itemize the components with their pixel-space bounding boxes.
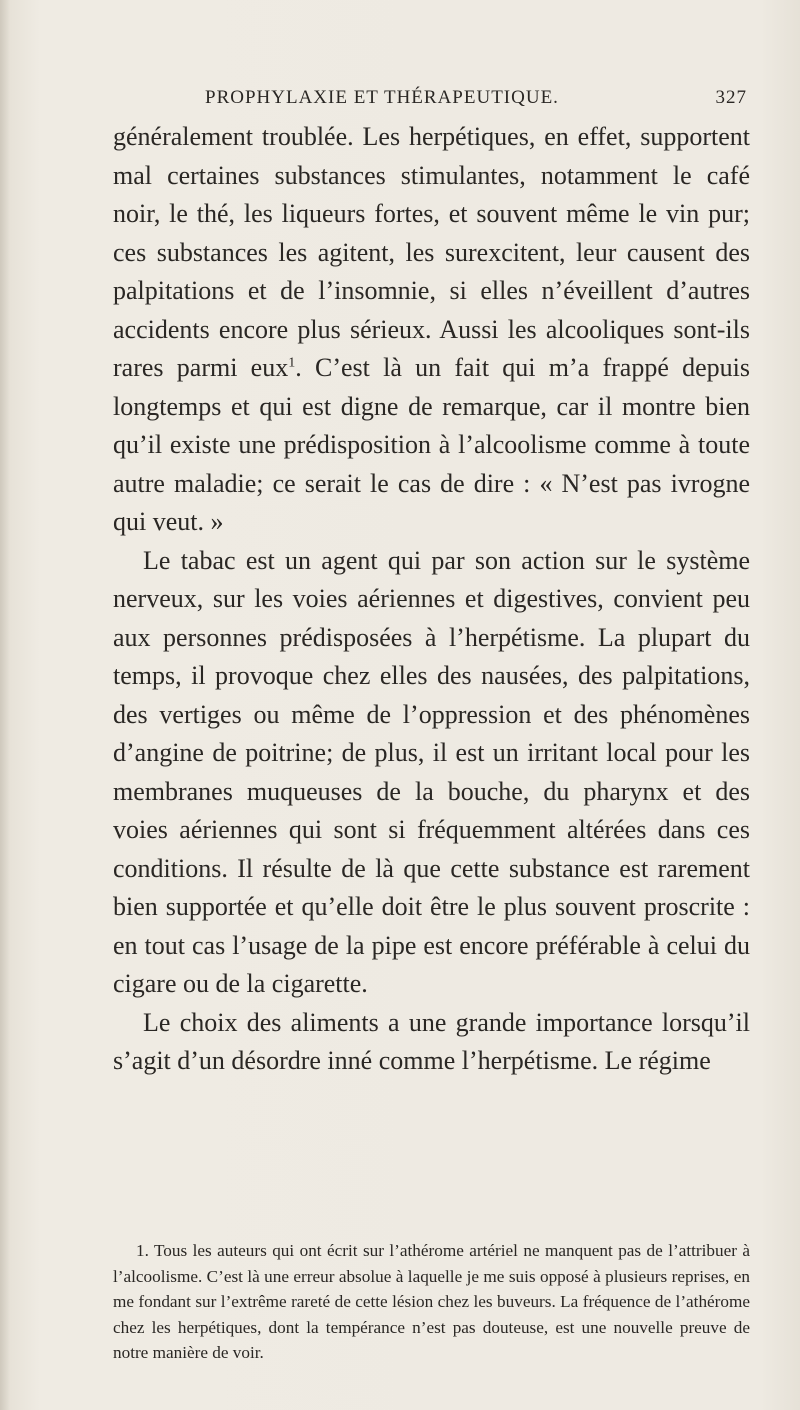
main-text <box>113 118 750 1081</box>
paragraph-3: Le choix des aliments a une grande importance lorsqu’il s’agit d’un désordre inné comme l’herpétisme. Le régime <box>113 1007 750 1075</box>
running-title: PROPHYLAXIE ET THÉRAPEUTIQUE. <box>205 87 559 108</box>
paragraph-1-end: . C’est là un fait qui m’a frappé depuis longtemps et qui est digne de remarque, car il montre bien qu’il existe une prédisposition à l’alcoolisme comme à toute autre maladie; ce serait le cas de dire : « N’est pas ivrogne qui veut. » <box>113 353 750 536</box>
paragraph-2: Le tabac est un agent qui par son action sur le système nerveux, sur les voies aériennes et digestives, convient peu aux personnes prédisposées à l’herpétisme. La plupart du temps, il provoque chez elles des nausées, des palpitations, des vertiges ou même de l’oppression et des phénomènes d’angine de poitrine; de plus, il est un irritant local pour les membranes muqueuses de la bouche, du pharynx et des voies aériennes qui sont si fréquemment altérées dans ces conditions. Il résulte de là que cette substance est rarement bien supportée et qu’elle doit être le plus souvent proscrite : en tout cas l’usage de la pipe est encore préférable à celui du cigare ou de la cigarette. <box>113 545 750 998</box>
footnote-reference: 1 <box>288 355 296 371</box>
running-header <box>205 87 747 113</box>
paragraph-1 <box>113 118 750 542</box>
paragraph-1-text: généralement troublée. Les herpétiques, en effet, supportent mal certaines substances stimulantes, notamment le café noir, le thé, les liqueurs fortes, et souvent même le vin pur; ces substances les agitent, les surexcitent, leur causent des palpitations et de l’insomnie, si elles n’éveillent d’autres accidents encore plus sérieux. Aussi les alcooliques sont-ils rares parmi eux <box>113 122 750 382</box>
footnote-area <box>113 1238 750 1366</box>
footnote-1: 1. Tous les auteurs qui ont écrit sur l’athérome artériel ne manquent pas de l’attribuer à l’alcoolisme. C’est là une erreur absolue à laquelle je me suis opposé à plusieurs reprises, en me fondant sur l’extrême rareté de cette lésion chez les buveurs. La fréquence de l’athérome chez les herpétiques, dont la tempérance n’est pas douteuse, est une nouvelle preuve de notre manière de voir. <box>113 1241 750 1362</box>
page-gutter-shadow <box>0 0 10 1410</box>
page-number: 327 <box>715 87 747 108</box>
